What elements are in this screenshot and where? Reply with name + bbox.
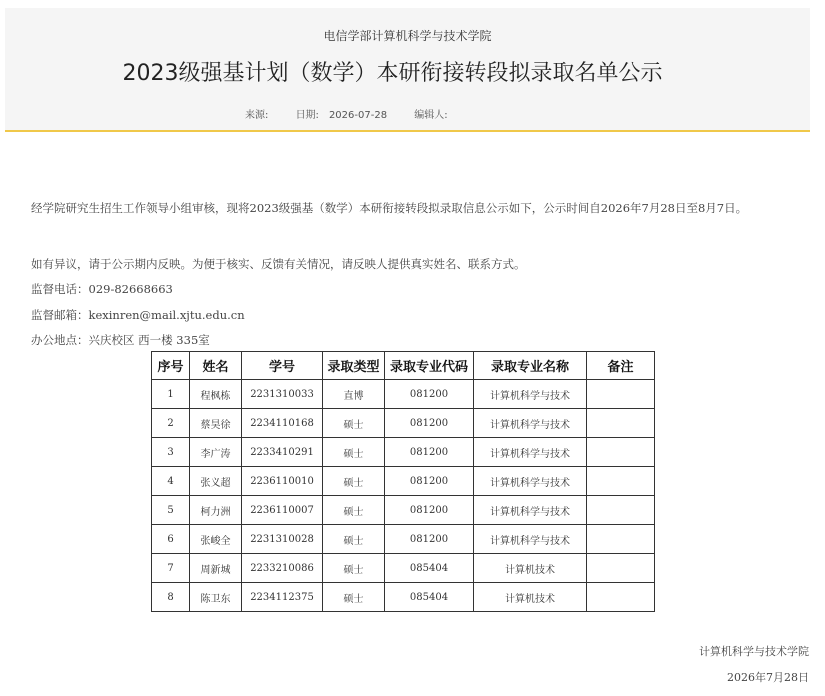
table-cell [587, 525, 655, 554]
table-header-row [152, 352, 655, 380]
table-cell: 081200 [385, 496, 474, 525]
table-cell: 081200 [385, 380, 474, 409]
table-cell: 硕士 [323, 554, 385, 583]
table-cell: 硕士 [323, 467, 385, 496]
table-cell: 计算机科学与技术 [474, 409, 587, 438]
table-cell: 2233410291 [242, 438, 323, 467]
table-cell: 计算机科学与技术 [474, 496, 587, 525]
table-cell: 蔡昊徐 [190, 409, 242, 438]
table-cell: 5 [152, 496, 190, 525]
table-cell [587, 496, 655, 525]
footer-org: 计算机科学与技术学院 [699, 645, 809, 658]
header-cell: 录取类型 [323, 352, 385, 380]
table-cell: 1 [152, 380, 190, 409]
table-cell: 硕士 [323, 409, 385, 438]
table-row [152, 467, 655, 496]
table-row [152, 438, 655, 467]
table-cell [587, 583, 655, 612]
article-header [5, 8, 810, 132]
table-cell: 计算机科学与技术 [474, 380, 587, 409]
table-cell: 陈卫东 [190, 583, 242, 612]
supervision-phone: 监督电话：029-82668663 [31, 282, 173, 296]
table-cell [587, 554, 655, 583]
table-cell: 张义超 [190, 467, 242, 496]
footer-date: 2026年7月28日 [727, 671, 809, 684]
table-cell [587, 467, 655, 496]
table-cell: 081200 [385, 409, 474, 438]
table-cell: 李广涛 [190, 438, 242, 467]
table-cell: 硕士 [323, 525, 385, 554]
table-cell: 085404 [385, 554, 474, 583]
table-cell: 张峻全 [190, 525, 242, 554]
table-cell: 程枫栋 [190, 380, 242, 409]
editor-label: 编辑人: [414, 110, 448, 121]
table-cell [587, 380, 655, 409]
date-value: 2026-07-28 [328, 110, 388, 121]
table-row [152, 496, 655, 525]
table-cell [587, 409, 655, 438]
table-cell: 4 [152, 467, 190, 496]
table-cell: 计算机技术 [474, 554, 587, 583]
article-meta [245, 106, 458, 121]
table-cell: 081200 [385, 525, 474, 554]
page-title: 2023级强基计划（数学）本研衔接转段拟录取名单公示 [122, 61, 663, 86]
header-cell: 备注 [587, 352, 655, 380]
source-label: 来源: [245, 110, 269, 121]
table-cell: 计算机技术 [474, 583, 587, 612]
table-cell: 2 [152, 409, 190, 438]
table-cell: 2234110168 [242, 409, 323, 438]
table-cell: 硕士 [323, 496, 385, 525]
header-cell: 姓名 [190, 352, 242, 380]
header-cell: 学号 [242, 352, 323, 380]
supervision-email: 监督邮箱：kexinren@mail.xjtu.edu.cn [31, 308, 245, 322]
header-cell: 录取专业代码 [385, 352, 474, 380]
table-cell [587, 438, 655, 467]
table-cell: 7 [152, 554, 190, 583]
table-cell: 081200 [385, 467, 474, 496]
notice-paragraph: 经学院研究生招生工作领导小组审核，现将2023级强基（数学）本研衔接转段拟录取信息公示如下，公示时间自2026年7月28日至8月7日。 [31, 201, 748, 215]
table-row [152, 525, 655, 554]
table-cell: 柯力洲 [190, 496, 242, 525]
table-cell: 6 [152, 525, 190, 554]
table-cell: 2231310028 [242, 525, 323, 554]
table-cell: 2234112375 [242, 583, 323, 612]
header-cell: 序号 [152, 352, 190, 380]
header-cell: 录取专业名称 [474, 352, 587, 380]
table-cell: 硕士 [323, 583, 385, 612]
table-cell: 周新城 [190, 554, 242, 583]
table-cell: 硕士 [323, 438, 385, 467]
table-cell: 2236110010 [242, 467, 323, 496]
table-cell: 2233210086 [242, 554, 323, 583]
table-cell: 计算机科学与技术 [474, 467, 587, 496]
table-cell: 8 [152, 583, 190, 612]
table-cell: 2231310033 [242, 380, 323, 409]
table-row [152, 583, 655, 612]
table-cell: 计算机科学与技术 [474, 525, 587, 554]
table-row [152, 554, 655, 583]
table-row [152, 409, 655, 438]
table-cell: 085404 [385, 583, 474, 612]
department-name: 电信学部计算机科学与技术学院 [323, 29, 492, 43]
table-row [152, 380, 655, 409]
table-cell: 3 [152, 438, 190, 467]
table-cell: 直博 [323, 380, 385, 409]
objection-paragraph: 如有异议，请于公示期内反映。为便于核实、反馈有关情况，请反映人提供真实姓名、联系方式。 [31, 257, 526, 271]
admission-table [151, 351, 655, 612]
table-cell: 计算机科学与技术 [474, 438, 587, 467]
table-cell: 2236110007 [242, 496, 323, 525]
date-label: 日期: [295, 110, 319, 121]
office-location: 办公地点：兴庆校区 西一楼 335室 [31, 333, 210, 347]
table-cell: 081200 [385, 438, 474, 467]
